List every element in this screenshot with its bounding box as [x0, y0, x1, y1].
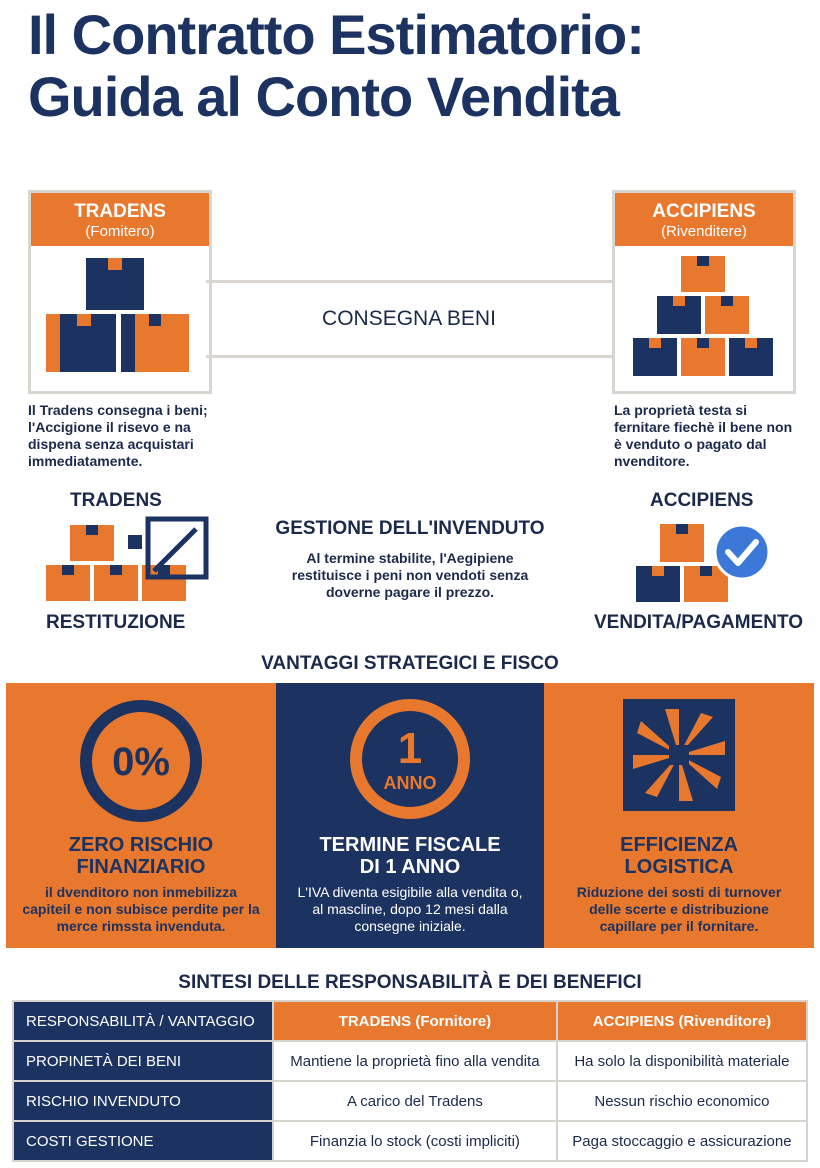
- table-cell: Paga stoccaggio e assicurazione: [557, 1121, 807, 1161]
- accipiens-card-title: ACCIPIENS: [652, 201, 756, 222]
- table-cell: Mantiene la proprietà fino alla vendita: [273, 1041, 557, 1081]
- pyramid-boxes-icon: [615, 246, 793, 386]
- advantage-panel-risk: [6, 683, 276, 948]
- table-row: [13, 1081, 807, 1121]
- table-row: [13, 1041, 807, 1081]
- advantage-logistics-text: Riduzione dei sosti di turnover delle scerte e distribuzione capillare per il fornitare.: [576, 884, 782, 934]
- tradens-card: [28, 190, 212, 394]
- unsold-text: Al termine stabilite, l'Aegipiene restituisce i peni non vendoti senza doverne pagare il prezzo.: [291, 550, 529, 600]
- unsold-left-bottom-label: RESTITUZIONE: [46, 612, 186, 633]
- summary-heading: SINTESI DELLE RESPONSABILITÀ E DEI BENEFICI: [178, 972, 642, 993]
- return-boxes-icon: [44, 515, 214, 605]
- summary-table: [12, 1000, 808, 1162]
- row-label: PROPINETÀ DEI BENI: [13, 1041, 273, 1081]
- summary-header-cell: RESPONSABILITÀ / VANTAGGIO: [13, 1001, 273, 1041]
- table-cell: Nessun rischio economico: [557, 1081, 807, 1121]
- summary-header-cell: ACCIPIENS (Rivenditore): [557, 1001, 807, 1041]
- tradens-card-header: [31, 193, 209, 246]
- accipiens-card-subtitle: (Rivenditere): [661, 223, 747, 240]
- table-cell: Ha solo la disponibilità materiale: [557, 1041, 807, 1081]
- tradens-description: Il Tradens consegna i beni; l'Accigione il risevo e na dispena senza acquistari immediatamente.: [28, 402, 208, 469]
- delivery-band: [206, 280, 612, 358]
- row-label: COSTI GESTIONE: [13, 1121, 273, 1161]
- tradens-card-subtitle: (Fomitero): [85, 223, 155, 240]
- unsold-right-bottom-label: VENDITA/PAGAMENTO: [594, 612, 804, 633]
- delivery-label: CONSEGNA BENI: [322, 307, 496, 330]
- one-year-badge: [340, 693, 480, 823]
- title-line-2: Guida al Conto Vendita: [28, 65, 619, 128]
- stacked-boxes-icon: [31, 246, 209, 386]
- zero-percent-text: 0%: [112, 740, 170, 784]
- advantage-logistics-title: EFFICIENZA LOGISTICA: [620, 834, 738, 878]
- accipiens-card: [612, 190, 796, 394]
- unsold-center: [262, 518, 558, 601]
- logistics-network-icon: [609, 695, 749, 825]
- accipiens-card-header: [615, 193, 793, 246]
- unsold-heading: GESTIONE DELL'INVENDUTO: [275, 518, 545, 539]
- accipiens-description: La proprietà testa si fernitare fiechè il bene non è venduto o pagato dal nvenditore.: [614, 402, 793, 469]
- advantage-fiscal-text: L'IVA diventa esigibile alla vendita o, al mascline, dopo 12 mesi dalla consegne iniziale.: [297, 884, 523, 934]
- advantage-panel-logistics: [544, 683, 814, 948]
- page-title: [28, 4, 644, 128]
- summary-header-cell: TRADENS (Fornitore): [273, 1001, 557, 1041]
- advantages-heading: VANTAGGI STRATEGICI E FISCO: [261, 653, 559, 674]
- table-row: [13, 1121, 807, 1161]
- advantage-panel-fiscal: [276, 683, 544, 948]
- title-line-1: Il Contratto Estimatorio:: [28, 3, 644, 66]
- advantage-fiscal-title: TERMINE FISCALE DI 1 ANNO: [319, 834, 501, 878]
- sale-check-icon: [632, 518, 782, 608]
- one-year-number: 1: [397, 724, 423, 773]
- summary-header-row: [13, 1001, 807, 1041]
- table-cell: Finanzia lo stock (costi impliciti): [273, 1121, 557, 1161]
- advantage-risk-text: il dvenditoro non inmebilizza capiteil e non subisce perdite per la merce rimssta invenduta.: [22, 884, 260, 934]
- unsold-left-top-label: TRADENS: [70, 490, 162, 511]
- tradens-card-title: TRADENS: [74, 201, 166, 222]
- advantage-risk-title: ZERO RISCHIO FINANZIARIO: [68, 834, 214, 878]
- zero-percent-badge: [71, 693, 211, 823]
- unsold-right-top-label: ACCIPIENS: [650, 490, 754, 511]
- one-year-unit: ANNO: [383, 773, 437, 793]
- row-label: RISCHIO INVENDUTO: [13, 1081, 273, 1121]
- table-cell: A carico del Tradens: [273, 1081, 557, 1121]
